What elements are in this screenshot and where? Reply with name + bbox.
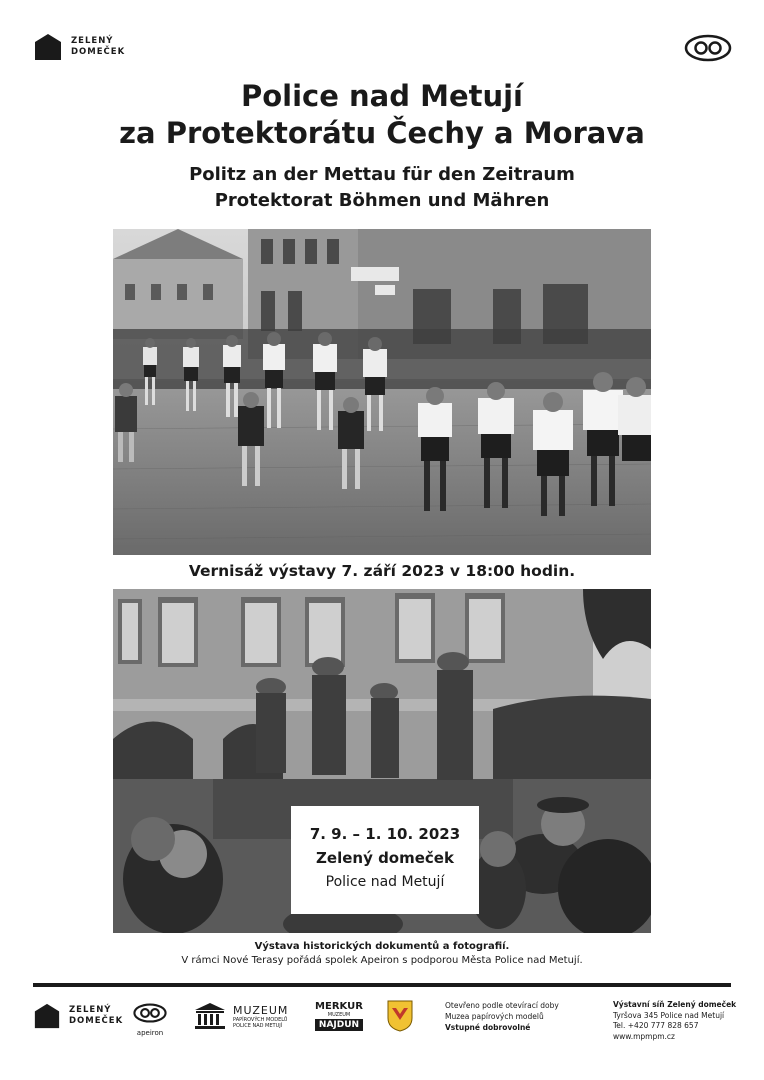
admission-info: Vstupné dobrovolné (445, 1023, 531, 1032)
merkur-subtitle: MUZEUM (327, 1012, 351, 1018)
muzeum-town: POLICE NAD METUJÍ (233, 1022, 283, 1029)
hours-line-2: Muzea papírových modelů (445, 1012, 544, 1021)
apeiron-icon (133, 1002, 167, 1024)
zeleny-domecek-logo (33, 32, 125, 62)
apeiron-label: apeiron (136, 1029, 164, 1037)
page-title (0, 78, 764, 152)
footer-muzeum-logo (193, 1002, 288, 1030)
caption-line-2: V rámci Nové Terasy pořádá spolek Apeiron s podporou Města Police nad Metují. (181, 955, 583, 966)
footer-logo-line-2: DOMEČEK (69, 1016, 124, 1026)
logo-line-1: ZELENÝ (71, 36, 114, 46)
hours-line-1: Otevřeno podle otevírací doby (445, 1001, 559, 1010)
muzeum-subtitle: PAPÍROVÝCH MODELŮ (233, 1016, 288, 1023)
contact-website[interactable]: www.mpmpm.cz (613, 1031, 675, 1041)
contact-phone: Tel. +420 777 828 657 (613, 1021, 699, 1030)
exhibition-date-box (291, 806, 479, 914)
title-line-2: za Protektorátu Čechy a Morava (119, 116, 645, 150)
footer-zeleny-domecek-logo (33, 1002, 123, 1030)
merkur-band: NAJDUN (315, 1019, 363, 1031)
merkur-title: MERKUR (315, 1001, 363, 1012)
logo-text (71, 36, 125, 58)
town-crest-icon (387, 1000, 413, 1032)
page-subtitle (0, 162, 764, 214)
footer-apeiron-logo (133, 1002, 167, 1037)
muzeum-title: MUZEUM (233, 1003, 289, 1017)
contact-venue: Výstavní síň Zelený domeček (613, 1000, 737, 1009)
exhibition-caption (0, 940, 764, 968)
house-icon (33, 32, 63, 62)
footer (0, 996, 764, 1056)
title-line-1: Police nad Metují (241, 79, 523, 113)
exhibition-venue: Zelený domeček (316, 849, 454, 867)
house-icon (33, 1002, 61, 1030)
footer-merkur-logo (315, 1002, 363, 1031)
apeiron-icon (684, 34, 732, 62)
museum-building-icon (193, 1002, 227, 1030)
exhibition-town: Police nad Metují (325, 874, 445, 890)
contact-address: Tyršova 345 Police nad Metují (613, 1010, 725, 1020)
caption-line-1: Výstava historických dokumentů a fotografií. (254, 941, 510, 952)
subtitle-line-1: Politz an der Mettau für den Zeitraum (189, 164, 575, 185)
footer-logo-line-1: ZELENÝ (69, 1005, 112, 1015)
exhibition-dates: 7. 9. – 1. 10. 2023 (309, 825, 461, 843)
parade-photo (113, 229, 651, 555)
contact-info (613, 1000, 736, 1042)
footer-divider (33, 983, 731, 987)
opening-hours-info (445, 1000, 559, 1033)
logo-line-2: DOMEČEK (71, 47, 126, 57)
opening-announcement: Vernisáž výstavy 7. září 2023 v 18:00 hodin. (188, 562, 576, 580)
subtitle-line-2: Protektorat Böhmen und Mähren (214, 190, 550, 211)
